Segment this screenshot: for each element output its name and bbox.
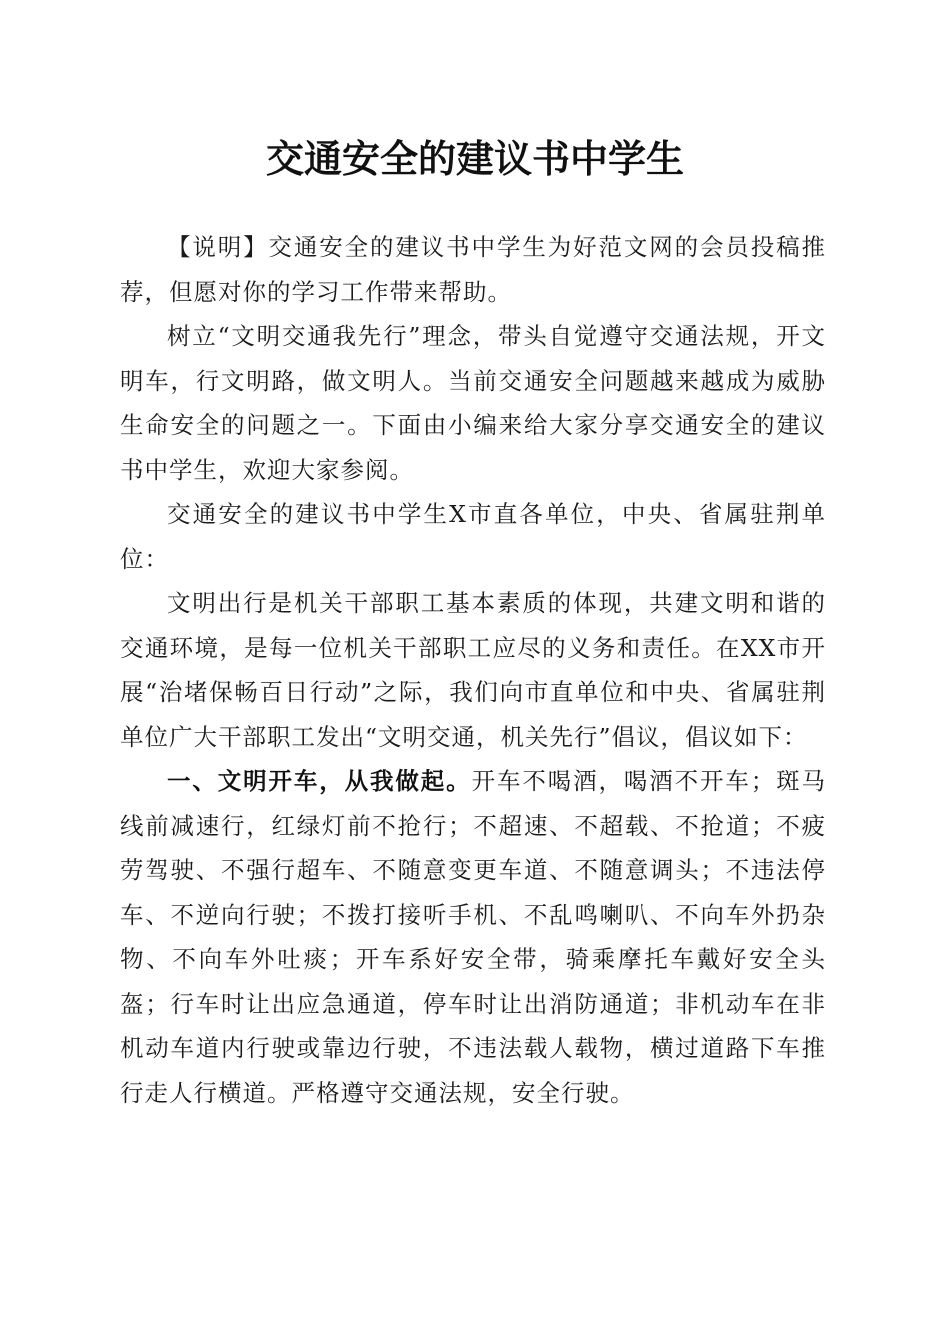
paragraph-item-1 bbox=[120, 759, 826, 1115]
paragraph-salutation bbox=[120, 492, 826, 581]
document-body bbox=[120, 225, 826, 1115]
paragraph-text: 交通安全的建议书中学生X市直各单位，中央、省属驻荆单位： bbox=[120, 500, 826, 573]
paragraph-proposal bbox=[120, 581, 826, 759]
paragraph-text: 【说明】交通安全的建议书中学生为好范文网的会员投稿推荐，但愿对你的学习工作带来帮助。 bbox=[120, 233, 826, 306]
paragraph-intro bbox=[120, 314, 826, 492]
paragraph-text: 树立“文明交通我先行”理念，带头自觉遵守交通法规，开文明车，行文明路，做文明人。当前交通安全问题越来越成为威胁生命安全的问题之一。下面由小编来给大家分享交通安全的建议书中学生，欢迎大家参阅。 bbox=[120, 322, 826, 484]
document-title: 交通安全的建议书中学生 bbox=[265, 136, 684, 181]
paragraph-text: 文明出行是机关干部职工基本素质的体现，共建文明和谐的交通环境，是每一位机关干部职工应尽的义务和责任。在XX市开展“治堵保畅百日行动”之际，我们向市直单位和中央、省属驻荆单位广大干部职工发出“文明交通，机关先行”倡议，倡议如下： bbox=[120, 589, 826, 751]
paragraph-note bbox=[120, 225, 826, 314]
paragraph-text: 开车不喝酒，喝酒不开车；斑马线前减速行，红绿灯前不抢行；不超速、不超载、不抢道；不疲劳驾驶、不强行超车、不随意变更车道、不随意调头；不违法停车、不逆向行驶；不拨打接听手机、不乱鸣喇叭、不向车外扔杂物、不向车外吐痰；开车系好安全带，骑乘摩托车戴好安全头盔；行车时让出应急通道，停车时让出消防通道；非机动车在非机动车道内行驶或靠边行驶，不违法载人载物，横过道路下车推行走人行横道。严格遵守交通法规，安全行驶。 bbox=[120, 767, 827, 1107]
item-heading: 一、文明开车，从我做起。 bbox=[167, 767, 472, 795]
